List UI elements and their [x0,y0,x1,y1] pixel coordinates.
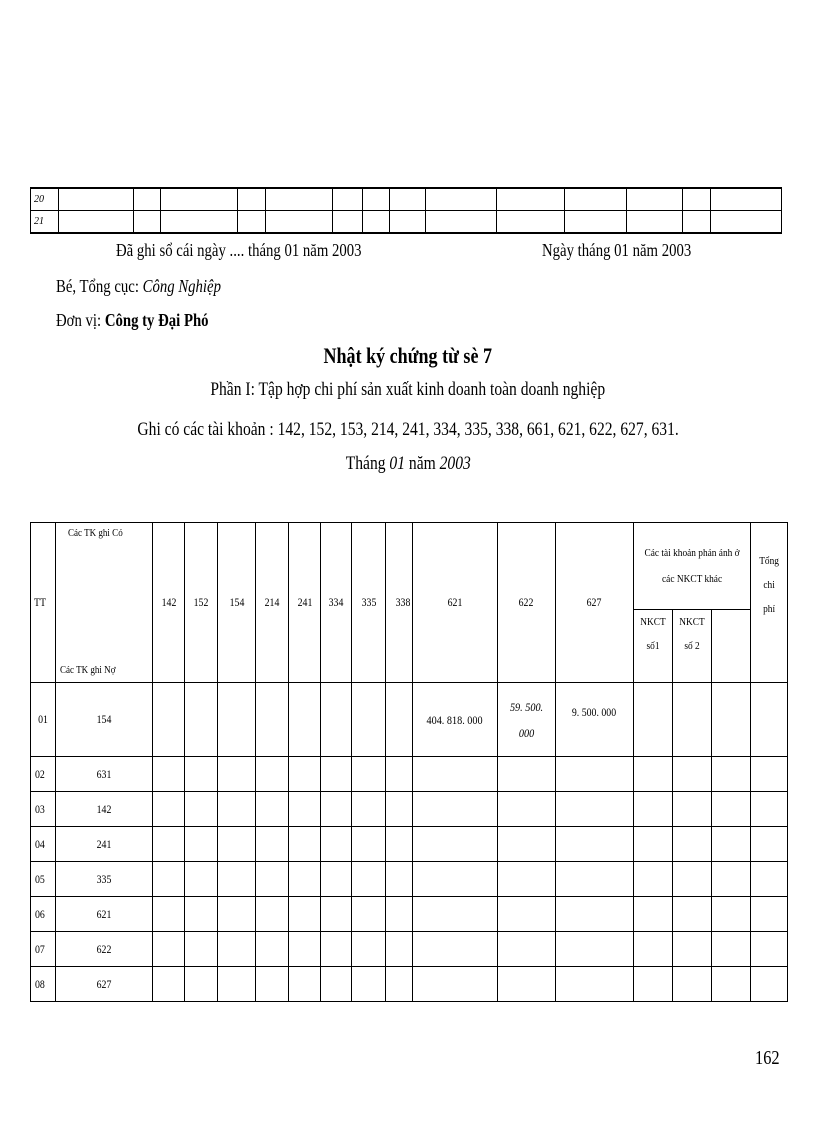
ledger-note: Đã ghi sổ cái ngày .... tháng 01 năm 2003 [116,240,362,260]
date-note: Ngày tháng 01 năm 2003 [542,240,692,260]
accounts-line: Ghi có các tài khoản : 142, 152, 153, 214, 241, 334, 335, 338, 661, 621, 622, 627, 631. [137,419,679,440]
table-row [31,932,788,967]
account-header: 338 [386,523,413,683]
account-header: 622 [497,523,555,683]
row-tt: 07 [31,932,56,967]
account-header: 241 [289,523,321,683]
row-tt: 08 [31,967,56,1002]
row-tt: 01 [31,683,56,757]
row-tt: 03 [31,792,56,827]
page-title: Nhật ký chứng từ sè 7 [323,343,493,368]
account-header: 214 [256,523,289,683]
row-account: 142 [56,792,153,827]
total-header: Tổng chi phí [750,523,787,683]
tt-header: TT [31,523,56,683]
journal-table [30,522,788,1002]
account-header: 621 [413,523,497,683]
table-row [31,188,782,211]
account-header: 142 [153,523,185,683]
table-row [31,792,788,827]
cell-621: 404. 818. 000 [413,683,497,757]
row-account: 631 [56,757,153,792]
account-header: 154 [218,523,256,683]
row-account: 154 [56,683,153,757]
cell-627: 9. 500. 000 [555,683,633,757]
row-number: 21 [31,211,59,234]
table-row [31,757,788,792]
row-number: 20 [31,188,59,211]
table-row [31,827,788,862]
table-row [31,683,788,757]
account-header: 152 [185,523,218,683]
row-account: 621 [56,897,153,932]
row-tt: 02 [31,757,56,792]
header-row [31,523,788,610]
subtitle: Phần I: Tập hợp chi phí sản xuất kinh doanh toàn doanh nghiệp [210,379,606,400]
debit-label: Các TK ghi Nợ [60,664,116,676]
row-account: 241 [56,827,153,862]
top-ledger-table [30,187,782,234]
account-header: 335 [352,523,386,683]
page-number: 162 [755,1047,780,1069]
nkct1-header: NKCT số1 [633,610,672,683]
account-header: 627 [555,523,633,683]
corner-header [56,523,153,683]
month-line: Tháng 01 năm 2003 [345,453,471,474]
table-row [31,211,782,234]
table-row [31,862,788,897]
row-account: 622 [56,932,153,967]
table-row [31,897,788,932]
row-account: 335 [56,862,153,897]
row-account: 627 [56,967,153,1002]
unit-line: Đơn vị: Công ty Đại Phó [56,310,209,330]
nkct2-header: NKCT số 2 [672,610,711,683]
table-row [31,967,788,1002]
account-header: 334 [321,523,352,683]
row-tt: 06 [31,897,56,932]
cell-622: 59. 500. 000 [497,683,555,757]
credit-label: Các TK ghi Có [68,527,123,539]
row-tt: 04 [31,827,56,862]
ministry-line: Bé, Tổng cục: Công Nghiệp [56,276,221,296]
row-tt: 05 [31,862,56,897]
other-nkct-header: Các tài khoản phản ánh ở các NKCT khác [633,523,750,610]
